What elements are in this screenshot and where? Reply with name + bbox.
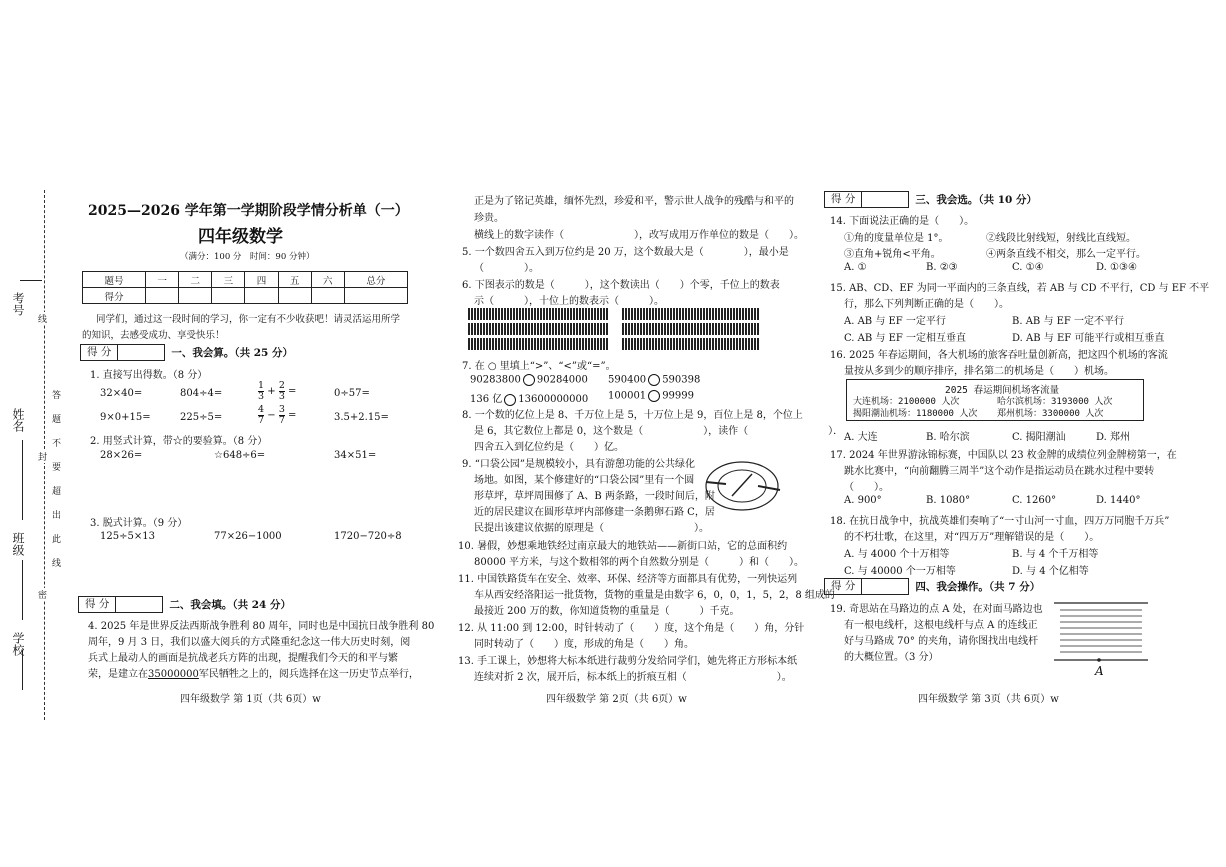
p2-line: 横线上的数字读作（ ），改写成用万作单位的数是（ ）。 xyxy=(474,230,804,241)
q14-option[interactable]: B. ②③ xyxy=(926,262,958,273)
q9-line: 近的居民建议在圆形草坪内部修建一条鹅卵石路 C，居 xyxy=(474,507,715,518)
section-4-title: 四、我会操作。（共 7 分） xyxy=(915,581,1041,593)
q12-line: 同时转动了（ ）度，形成的角是（ ）角。 xyxy=(474,639,694,650)
p2-line: 正是为了铭记英雄，缅怀先烈，珍爱和平，警示世人战争的残酷与和平的 xyxy=(474,196,794,207)
score-header: 一 xyxy=(146,272,179,288)
q6-line: 6. 下图表示的数是（ ），这个数读出（ ）个零，千位上的数表 xyxy=(462,280,780,291)
q17-option[interactable]: D. 1440° xyxy=(1096,495,1141,506)
page-2-footer: 四年级数学 第 2页（共 6页）w xyxy=(546,694,687,705)
q9-line: 9. “口袋公园”是规模较小，具有游憩功能的公共绿化 xyxy=(462,459,695,470)
q16-option[interactable]: A. 大连 xyxy=(844,432,878,443)
q9-line: 场地。如图，某个修建好的“口袋公园”里有一个圆 xyxy=(474,475,695,486)
point-a-label: A xyxy=(1095,664,1104,678)
section-1-header xyxy=(80,344,293,361)
page-1-footer: 四年级数学 第 1页（共 6页）w xyxy=(180,694,321,705)
p2-line: 珍贵。 xyxy=(474,213,504,224)
score-header: 总分 xyxy=(344,272,407,288)
section-4-header xyxy=(824,578,1040,595)
table-row: 揭阳潮汕机场：1180000 人次 xyxy=(853,409,978,419)
q2-item: 28×26= xyxy=(100,450,143,461)
q3-text: 3. 脱式计算。（9 分） xyxy=(90,518,188,529)
q8-line: 是 6，其它数位上都是 0，这个数是（ ），读作（ ）． xyxy=(474,426,844,437)
q17-option[interactable]: A. 900° xyxy=(844,495,882,506)
road-diagram xyxy=(1052,600,1152,664)
compare-circle[interactable] xyxy=(648,374,660,386)
q1-item: 225÷5= xyxy=(180,412,223,423)
q1-item: 32×40= xyxy=(100,388,143,399)
section-3-header xyxy=(824,191,1037,208)
q17-option[interactable]: B. 1080° xyxy=(926,495,971,506)
q19-line: 19. 奇思站在马路边的点 A 处，在对面马路边也 xyxy=(830,604,1043,615)
name-label: 姓名 xyxy=(11,408,25,432)
exam-number-label: 考号 xyxy=(11,292,25,316)
strip-char-mi: 密 xyxy=(38,588,47,601)
q4-line: 兵式上最动人的画面是抗战老兵方阵的出现，提醒我们今天的和平与繁 xyxy=(88,653,398,664)
q2-text: 2. 用竖式计算，带☆的要验算。（8 分） xyxy=(90,436,268,447)
subject-title: 四年级数学 xyxy=(198,227,283,247)
q4-line: 周年，9 月 3 日，我们以盛大阅兵的方式隆重纪念这一伟大历史时刻，阅 xyxy=(88,637,411,648)
exam-meta: （满分：100 分 时间：90 分钟） xyxy=(180,252,315,262)
q17-line: 17. 2024 年世界游泳锦标赛，中国队以 23 枚金牌的成绩位列金牌榜第一，在 xyxy=(830,450,1177,461)
compare-circle[interactable] xyxy=(523,374,535,386)
score-header: 六 xyxy=(311,272,344,288)
q1-item: 9×0+15= xyxy=(100,412,151,423)
exam-title: 2025—2026 学年第一学期阶段学情分析单（一） xyxy=(88,203,409,219)
q3-item: 125÷5×13 xyxy=(100,531,155,542)
section-2-header xyxy=(78,596,291,613)
exam-number-underline xyxy=(20,232,42,281)
name-underline xyxy=(22,440,24,520)
q14-option[interactable]: C. ①④ xyxy=(1012,262,1044,273)
q16-option[interactable]: D. 郑州 xyxy=(1096,432,1131,443)
score-header: 五 xyxy=(278,272,311,288)
q3-item: 1720−720÷8 xyxy=(334,531,402,542)
q19-line: 的大概位置。（3 分） xyxy=(844,652,939,663)
score-box: 得 分 xyxy=(80,344,165,361)
q14-option[interactable]: D. ①③④ xyxy=(1096,262,1137,273)
q7-compare: 590400 590398 xyxy=(608,374,701,386)
q17-line: （ ）。 xyxy=(844,482,889,493)
q5-line: （ ）。 xyxy=(474,263,539,274)
score-cell[interactable] xyxy=(146,288,179,304)
intro-line-1: 同学们，通过这一段时间的学习，你一定有不少收获吧！请灵活运用所学 xyxy=(96,314,401,325)
q16-line: 16. 2025 年春运期间，各大机场的旅客吞吐量创新高，把这四个机场的客流 xyxy=(830,350,1168,361)
q15-option[interactable]: A. AB 与 EF 一定平行 xyxy=(844,316,946,327)
q14-statement: ④两条直线不相交，那么一定平行。 xyxy=(986,249,1146,260)
pocket-park-diagram xyxy=(702,456,782,516)
q17-option[interactable]: C. 1260° xyxy=(1012,495,1057,506)
q18-option[interactable]: A. 与 4000 个十万相等 xyxy=(844,549,950,560)
score-header: 四 xyxy=(245,272,278,288)
q7-compare: 90283800 90284000 xyxy=(470,374,588,386)
q13-line: 13. 手工课上，妙想将大标本纸进行裁剪分发给同学们，她先将正方形标本纸 xyxy=(458,656,798,667)
notice-char: 出 xyxy=(52,511,62,521)
abacus-row xyxy=(622,338,760,350)
score-cell[interactable] xyxy=(245,288,278,304)
strip-char-feng: 封 xyxy=(38,450,47,463)
class-label: 班级 xyxy=(11,532,25,556)
q18-option[interactable]: C. 与 40000 个一万相等 xyxy=(844,566,956,577)
q19-line: 有一根电线杆，这根电线杆与点 A 的连线正 xyxy=(844,620,1038,631)
q16-option[interactable]: B. 哈尔滨 xyxy=(926,432,970,443)
score-table xyxy=(82,271,408,304)
airport-traffic-table xyxy=(846,379,1144,421)
score-row-label: 得分 xyxy=(83,288,146,304)
abacus-row xyxy=(622,323,760,335)
q10-line: 10. 暑假，妙想乘地铁经过南京最大的地铁站——新街口站，它的总面积约 xyxy=(458,541,788,552)
page-3-footer: 四年级数学 第 3页（共 6页）w xyxy=(918,694,1059,705)
score-header: 题号 xyxy=(83,272,146,288)
score-cell[interactable] xyxy=(212,288,245,304)
q9-line: 民提出该建议依据的原理是（ ）。 xyxy=(474,523,709,534)
q6-line: 示（ ），十位上的数表示（ ）。 xyxy=(474,296,664,307)
notice-char: 超 xyxy=(52,487,62,497)
q4-line: 荣，是建立在35000000军民牺牲之上的，阅兵选择在这一历史节点举行， xyxy=(88,669,419,680)
notice-char: 不 xyxy=(52,439,62,449)
q18-option[interactable]: D. 与 4 个亿相等 xyxy=(1012,566,1089,577)
notice-char: 题 xyxy=(52,415,62,425)
score-header: 三 xyxy=(212,272,245,288)
table-row: 大连机场：2100000 人次 xyxy=(853,397,960,407)
q1-fraction-1: $\frac{1}{3}$ + $\frac{2}{3}$ = xyxy=(258,380,297,402)
score-box: 得 分 xyxy=(824,191,909,208)
abacus-row xyxy=(468,323,608,335)
abacus-row xyxy=(468,308,608,320)
q18-option[interactable]: B. 与 4 个千万相等 xyxy=(1012,549,1099,560)
q15-option[interactable]: B. AB 与 EF 一定不平行 xyxy=(1012,316,1125,327)
score-cell[interactable] xyxy=(278,288,311,304)
q3-item: 77×26−1000 xyxy=(214,531,282,542)
q15-option[interactable]: C. AB 与 EF 一定相互垂直 xyxy=(844,333,966,344)
q2-item: 34×51= xyxy=(334,450,377,461)
strip-char-xian: 线 xyxy=(38,312,47,325)
q8-line: 8. 一个数的亿位上是 8、千万位上是 5，十万位上是 9，百位上是 8，个位上 xyxy=(462,410,803,421)
score-header: 二 xyxy=(179,272,212,288)
compare-circle[interactable] xyxy=(648,390,660,402)
q7-compare: 100001 99999 xyxy=(608,390,694,402)
q11-line: 最接近 200 万的数，你知道货物的重量是（ ）千克。 xyxy=(474,606,740,617)
intro-line-2: 的知识，去感受成功、享受快乐！ xyxy=(82,330,225,341)
q2-item: ☆648÷6= xyxy=(214,450,266,461)
q14-text: 14. 下面说法正确的是（ ）。 xyxy=(830,216,975,227)
q16-option[interactable]: C. 揭阳潮汕 xyxy=(1012,432,1066,443)
score-cell[interactable] xyxy=(311,288,344,304)
score-cell[interactable] xyxy=(179,288,212,304)
q19-line: 好与马路成 70° 的夹角，请你图找出电线杆 xyxy=(844,636,1039,647)
school-label: 学校 xyxy=(11,632,25,656)
table-row: 郑州机场：3300000 人次 xyxy=(997,409,1104,419)
q15-option[interactable]: D. AB 与 EF 可能平行或相互垂直 xyxy=(1012,333,1165,344)
q14-statement: ①角的度量单位是 1°。 xyxy=(844,233,949,244)
score-cell[interactable] xyxy=(344,288,407,304)
q1-item: 804÷4= xyxy=(180,388,223,399)
q12-line: 12. 从 11:00 到 12:00，时针转动了（ ）度，这个角是（ ）角，分针 xyxy=(458,623,805,634)
q1-item: 0÷57= xyxy=(334,388,370,399)
q14-statement: ②线段比射线短，射线比直线短。 xyxy=(986,233,1136,244)
q16-line: 量按从多到少的顺序排序，排名第二的机场是（ ）机场。 xyxy=(844,366,1114,377)
q9-line: 形草坪，草坪周围修了 A、B 两条路，一段时间后，附 xyxy=(474,491,715,502)
q14-option[interactable]: A. ① xyxy=(844,262,867,273)
section-1-title: 一、我会算。（共 25 分） xyxy=(171,347,294,359)
q11-line: 11. 中国铁路货车在安全、效率、环保、经济等方面都具有优势，一列快运列 xyxy=(458,574,798,585)
section-3-title: 三、我会选。（共 10 分） xyxy=(915,194,1038,206)
q10-line: 80000 平方米，与这个数相邻的两个自然数分别是（ ）和（ ）。 xyxy=(474,557,804,568)
notice-char: 答 xyxy=(52,391,62,401)
abacus-row xyxy=(622,308,760,320)
notice-char: 此 xyxy=(52,535,62,545)
q18-line: 18. 在抗日战争中，抗战英雄们奏响了“一寸山河一寸血，四万万同胞千万兵” xyxy=(830,516,1170,527)
q1-fraction-2: $\frac{4}{7}$ − $\frac{3}{7}$ = xyxy=(258,404,297,426)
q11-line: 车从西安经洛阳运一批货物，货物的重量是由数字 6，0，0，1，5，2，8 组成的 xyxy=(474,590,835,601)
q14-statement: ③直角+锐角<平角。 xyxy=(844,249,941,260)
class-underline xyxy=(22,560,24,620)
q7-text: 7. 在 ○ 里填上“>”、“<”或“=”。 xyxy=(462,361,616,372)
notice-char: 线 xyxy=(52,559,62,569)
q4-line: 4. 2025 年是世界反法西斯战争胜利 80 周年，同时也是中国抗日战争胜利 80 xyxy=(88,621,435,632)
q15-line: 15. AB、CD、EF 为同一平面内的三条直线，若 AB 与 CD 不平行，CD 与 EF 不平 xyxy=(830,283,1210,294)
score-box: 得 分 xyxy=(824,578,909,595)
q5-line: 5. 一个数四舍五入到万位约是 20 万，这个数最大是（ ），最小是 xyxy=(462,247,789,258)
compare-circle[interactable] xyxy=(504,394,516,406)
underlined-number: 35000000 xyxy=(148,669,199,680)
school-underline xyxy=(22,650,24,690)
q1-item: 3.5+2.15= xyxy=(334,412,389,423)
table-title: 2025 春运期间机场客流量 xyxy=(945,385,1060,396)
q7-compare: 136 亿 13600000000 xyxy=(470,394,589,405)
score-box: 得 分 xyxy=(78,596,163,613)
section-2-title: 二、我会填。（共 24 分） xyxy=(169,599,292,611)
q15-line: 行，那么下列判断正确的是（ ）。 xyxy=(844,299,1009,310)
q18-line: 的不朽壮歌，在这里，对“四万万”理解错误的是（ ）。 xyxy=(844,532,1100,543)
q1-text: 1. 直接写出得数。（8 分） xyxy=(90,370,208,381)
q13-line: 连续对折 2 次，展开后，标本纸上的折痕互相（ ）。 xyxy=(474,672,792,683)
abacus-row xyxy=(468,338,608,350)
q17-line: 跳水比赛中，“向前翻腾三周半”这个动作是指运动员在跳水过程中要转 xyxy=(844,466,1155,477)
q8-line: 四舍五入到亿位约是（ ）亿。 xyxy=(474,442,624,453)
notice-char: 要 xyxy=(52,463,62,473)
table-row: 哈尔滨机场：3193000 人次 xyxy=(997,397,1113,407)
